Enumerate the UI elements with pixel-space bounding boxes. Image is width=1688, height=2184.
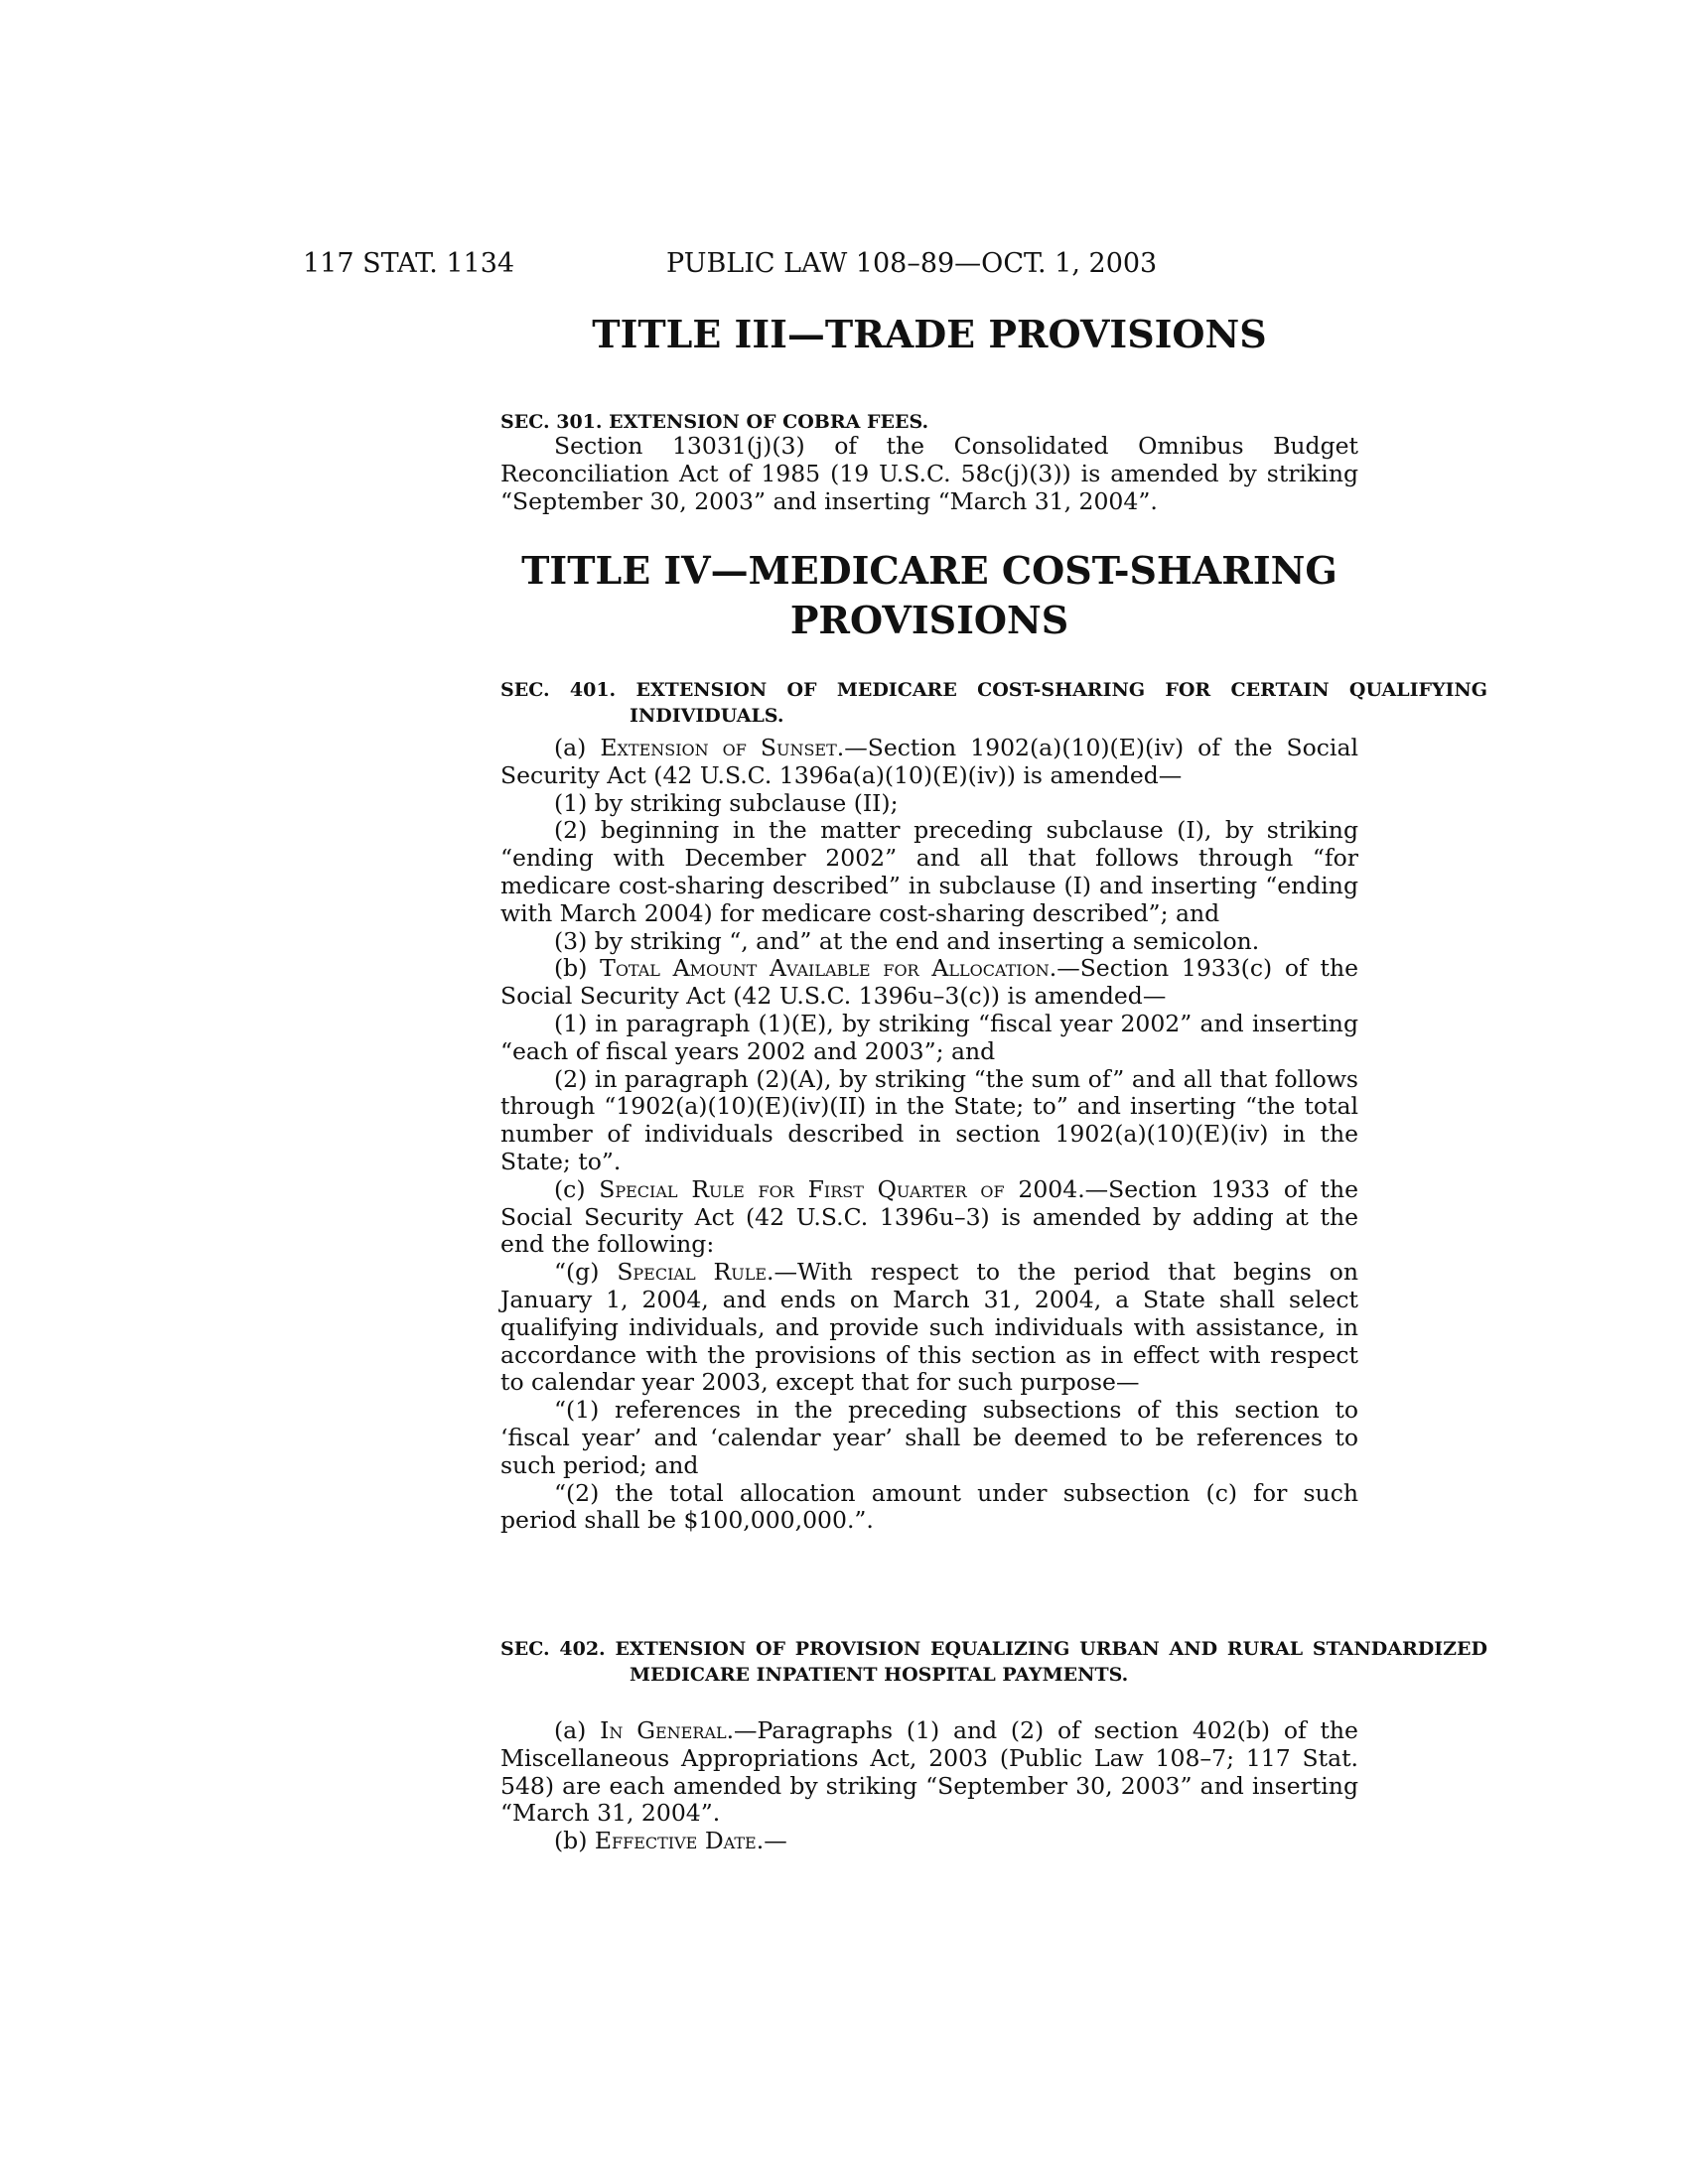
sec-402-b: (b) Effective Date.—	[554, 1827, 787, 1855]
sec-401-b-caption: Total Amount Available for Allocation	[600, 954, 1050, 983]
sec-401-a-caption: Extension of Sunset	[600, 734, 837, 761]
title-iv-heading	[500, 546, 1358, 645]
sec-401-g2: “(2) the total allocation amount under subsection (c) for such period shall be $100,000,000.”.	[500, 1478, 1358, 1535]
sec-401-b1: (1) in paragraph (1)(E), by striking “fiscal year 2002” and inserting “each of fiscal years 2002 and 2003”; and	[500, 1009, 1358, 1065]
public-law-date: PUBLIC LAW 108–89—OCT. 1, 2003	[666, 248, 1158, 279]
statute-citation: 117 STAT. 1134	[303, 248, 515, 279]
title-iii-heading: TITLE III—TRADE PROVISIONS	[592, 312, 1267, 356]
sec-301-heading: SEC. 301. EXTENSION OF COBRA FEES.	[500, 411, 929, 433]
sec-301-text: Section 13031(j)(3) of the Consolidated Omnibus Budget Reconciliation Act of 1985 (19 U.S.C. 58c(j)(3)) is amended by striking “September 30, 2003” and inserting “March 31, 2004”.	[500, 432, 1358, 515]
sec-301-body	[500, 433, 1358, 515]
sec-401-a: (a) Extension of Sunset.—Section 1902(a)(10)(E)(iv) of the Social Security Act (42 U.S.C. 1396a(a)(10)(E)(iv)) is amended—	[500, 734, 1358, 789]
sec-401-heading: SEC. 401. EXTENSION OF MEDICARE COST-SHARING FOR CERTAIN QUALIFYING INDIVIDUALS.	[500, 679, 1487, 727]
title-iv-line2: PROVISIONS	[789, 598, 1069, 642]
sec-401-c-caption: Special Rule for First Quarter of 2004	[599, 1174, 1078, 1203]
sec-402-b-caption: Effective Date	[594, 1827, 757, 1855]
sec-402-a: (a) In General.—Paragraphs (1) and (2) of section 402(b) of the Miscellaneous Appropriations Act, 2003 (Public Law 108–7; 117 Stat. 548) are each amended by striking “September 30, 2003” and inserting “March 31, 2004”.	[500, 1716, 1358, 1828]
sec-401-a1: (1) by striking subclause (II);	[554, 788, 899, 817]
sec-401-a2: (2) beginning in the matter preceding subclause (I), by striking “ending with December 2002” and all that follows through “for medicare cost-sharing described” in subclause (I) and inserting “ending with March 2004) for medicare cost-sharing described”; and	[500, 816, 1358, 927]
sec-401-b: (b) Total Amount Available for Allocation.—Section 1933(c) of the Social Security Act (42 U.S.C. 1396u–3(c)) is amended—	[500, 954, 1358, 1011]
sec-401-body	[500, 735, 1358, 1535]
sec-401-a3: (3) by striking “, and” at the end and inserting a semicolon.	[554, 926, 1260, 955]
sec-402-body	[500, 1717, 1358, 1855]
sec-401-c: (c) Special Rule for First Quarter of 2004.—Section 1933 of the Social Security Act (42 U.S.C. 1396u–3) is amended by adding at the end the following:	[500, 1174, 1358, 1259]
sec-402-a-caption: In General	[600, 1716, 727, 1744]
sec-401-g: “(g) Special Rule.—With respect to the period that begins on January 1, 2004, and ends on March 31, 2004, a State shall select qualifying individuals, and provide such individuals with assistance, in accordance with the provisions of this section as in effect with respect to calendar year 2003, except that for such purpose—	[500, 1258, 1358, 1397]
sec-401-g-caption: Special Rule	[617, 1258, 767, 1287]
sec-402-heading: SEC. 402. EXTENSION OF PROVISION EQUALIZING URBAN AND RURAL STANDARDIZED MEDICARE INPATIENT HOSPITAL PAYMENTS.	[500, 1638, 1487, 1686]
sec-401-b2: (2) in paragraph (2)(A), by striking “the sum of” and all that follows through “1902(a)(10)(E)(iv)(II) in the State; to” and inserting “the total number of individuals described in section 1902(a)(10)(E)(iv) in the State; to”.	[500, 1064, 1358, 1175]
sec-401-g1: “(1) references in the preceding subsections of this section to ‘fiscal year’ and ‘calendar year’ shall be deemed to be references to such period; and	[500, 1396, 1358, 1479]
title-iv-line1: TITLE IV—MEDICARE COST-SHARING	[521, 548, 1337, 593]
